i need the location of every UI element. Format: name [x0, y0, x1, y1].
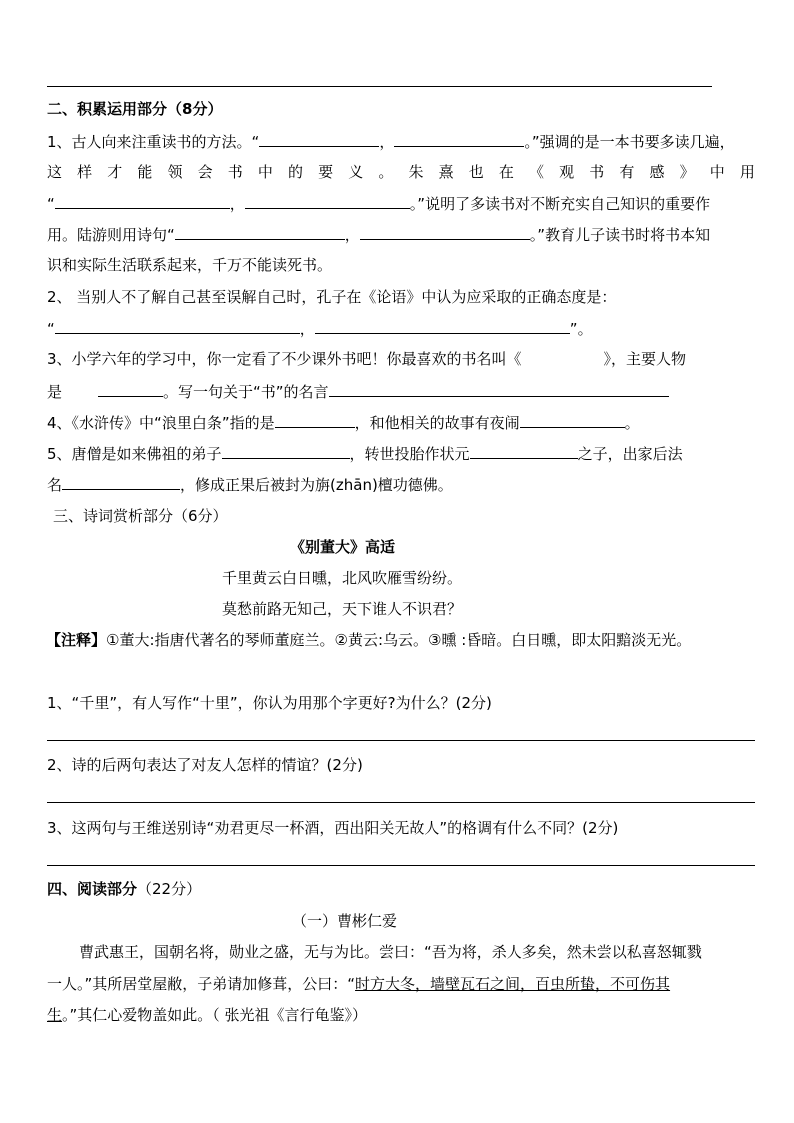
poem-line-2: 莫愁前路无知己，天下谁人不识君？ — [222, 600, 463, 618]
answer-blank[interactable] — [245, 193, 410, 209]
answer-blank[interactable] — [315, 318, 570, 334]
q2-text: ， — [299, 320, 315, 338]
q5-line2 — [47, 474, 453, 495]
section4-heading-text: 四、阅读部分 — [47, 880, 138, 898]
q1-line2-char: 熹 — [438, 163, 454, 181]
q1-line2-char: 在 — [498, 163, 514, 181]
answer-blank[interactable] — [329, 381, 669, 397]
q1-line2 — [47, 162, 755, 182]
answer-blank[interactable] — [470, 443, 578, 459]
q1-line2-char: 才 — [107, 163, 123, 181]
q1-line1 — [47, 131, 735, 152]
answer-blank[interactable] — [55, 318, 300, 334]
q1-text: ， — [344, 226, 360, 244]
answer-blank[interactable] — [275, 412, 355, 428]
section3-q3: 3、这两句与王维送别诗“劝君更尽一杯酒，西出阳关无故人”的格调有什么不同？(2分) — [47, 819, 619, 837]
note-label: 【注释】 — [46, 631, 107, 649]
q1-line2-char: 会 — [197, 163, 213, 181]
passage-line-3 — [47, 1005, 367, 1025]
q1-text: 。”教育儿子读书时将书本知 — [529, 226, 711, 244]
poem-title: 《别董大》高适 — [290, 538, 396, 556]
passage-text: 一人。”其所居堂屋敝，子弟请加修葺，公曰：“ — [47, 975, 356, 993]
answer-blank[interactable] — [62, 474, 180, 490]
q1-line2-char: 能 — [137, 163, 153, 181]
answer-blank[interactable] — [259, 131, 379, 147]
answer-blank[interactable] — [520, 412, 625, 428]
passage-title: （一）曹彬仁爱 — [292, 912, 398, 930]
q1-line2-char: 中 — [257, 163, 273, 181]
q3-text: 。写一句关于“书”的名言 — [163, 383, 329, 401]
note-text: ①董大:指唐代著名的琴师董庭兰。②黄云:乌云。③曛 :昏暗。白日曛，即太阳黯淡无光。 — [106, 631, 692, 649]
q5-text: ，修成正果后被封为旃(zhān)檀功德佛。 — [180, 476, 453, 494]
q2-line1: 2、 当别人不了解自己甚至误解自己时，孔子在《论语》中认为应采取的正确态度是： — [47, 288, 617, 306]
q1-line2-char: 要 — [318, 163, 334, 181]
q5-line1 — [47, 443, 683, 464]
poem-line-1: 千里黄云白日曛，北风吹雁雪纷纷。 — [222, 569, 463, 587]
q1-text: 。”说明了多读书对不断充实自己知识的重要作 — [409, 195, 711, 213]
answer-blank[interactable] — [394, 131, 524, 147]
q1-line3 — [47, 193, 710, 214]
q2-text: ”。 — [569, 320, 593, 338]
q1-line2-char: 样 — [77, 163, 93, 181]
answer-blank[interactable] — [222, 443, 350, 459]
q1-line2-char: 也 — [468, 163, 484, 181]
q5-text: 名 — [47, 476, 63, 494]
q1-line2-char: 观 — [559, 163, 575, 181]
q1-line2-char: 用 — [739, 163, 755, 181]
q3-line1 — [47, 349, 686, 369]
q1-line5: 识和实际生活联系起来，千万不能读死书。 — [47, 256, 333, 274]
top-divider — [47, 86, 712, 87]
passage-underlined-text: 时方大冬，墙壁瓦石之间，百虫所蛰，不可伤其 — [355, 975, 671, 993]
q4-text: ，和他相关的故事有夜闹 — [354, 414, 520, 432]
q1-line2-char: 》 — [679, 163, 695, 181]
answer-line[interactable] — [47, 740, 755, 741]
q1-line2-char: 书 — [227, 163, 243, 181]
section3-q2: 2、诗的后两句表达了对友人怎样的情谊？(2分) — [47, 756, 363, 774]
answer-blank[interactable] — [55, 193, 230, 209]
q1-text: “ — [47, 195, 55, 213]
answer-line[interactable] — [47, 865, 755, 866]
answer-blank[interactable] — [98, 381, 163, 397]
q1-line2-char: 这 — [47, 163, 63, 181]
section4-points: （22分） — [137, 880, 202, 898]
passage-line-2 — [47, 974, 670, 994]
q1-line4 — [47, 224, 710, 245]
q1-line2-char: 领 — [167, 163, 183, 181]
section4-heading — [47, 879, 201, 899]
q4-text: 4、《水浒传》中“浪里白条”指的是 — [47, 414, 275, 432]
passage-text: 。”其仁心爱物盖如此。（ 张光祖《言行龟鉴》） — [62, 1006, 368, 1024]
q2-line2 — [47, 318, 593, 339]
q4-line — [47, 412, 640, 433]
passage-line-1: 曹武惠王，国朝名将，勋业之盛，无与为比。尝曰：“吾为将，杀人多矣，然未尝以私喜怒辄戮 — [79, 943, 702, 961]
q1-line2-char: 有 — [619, 163, 635, 181]
q5-text: ，转世投胎作状元 — [349, 445, 470, 463]
q5-text: 之子，出家后法 — [577, 445, 683, 463]
q3-text: 是 — [47, 383, 63, 401]
q1-text: ， — [379, 133, 395, 151]
passage-underlined-text: 生 — [47, 1006, 63, 1024]
section3-q1: 1、“千里”，有人写作“十里”，你认为用那个字更好?为什么？(2分) — [47, 694, 492, 712]
q5-text: 5、唐僧是如来佛祖的弟子 — [47, 445, 222, 463]
q4-text: 。 — [624, 414, 640, 432]
q1-line2-char: 中 — [709, 163, 725, 181]
q1-text: 。”强调的是一本书要多读几遍， — [524, 133, 735, 151]
section3-heading: 三、诗词赏析部分（6分） — [53, 507, 228, 525]
answer-blank[interactable] — [175, 224, 345, 240]
q1-text: ， — [229, 195, 245, 213]
q1-line2-char: 朱 — [408, 163, 424, 181]
q1-line2-char: 的 — [288, 163, 304, 181]
q3-line2 — [47, 381, 669, 402]
poem-note — [46, 630, 691, 650]
q1-line2-char: 。 — [378, 163, 394, 181]
q1-text: 1、古人向来注重读书的方法。“ — [47, 133, 260, 151]
q1-line2-char: 感 — [649, 163, 665, 181]
q1-line2-char: 义 — [348, 163, 364, 181]
answer-blank[interactable] — [360, 224, 530, 240]
section2-heading: 二、积累运用部分（8分） — [47, 100, 223, 118]
q1-line2-char: 《 — [529, 163, 545, 181]
answer-line[interactable] — [47, 802, 755, 803]
q3-text: 3、小学六年的学习中，你一定看了不少课外书吧！你最喜欢的书名叫《 — [47, 350, 522, 368]
q2-text: “ — [47, 320, 55, 338]
q3-text: 》，主要人物 — [603, 350, 687, 368]
q1-line2-char: 书 — [589, 163, 605, 181]
q1-text: 用。陆游则用诗句“ — [47, 226, 175, 244]
